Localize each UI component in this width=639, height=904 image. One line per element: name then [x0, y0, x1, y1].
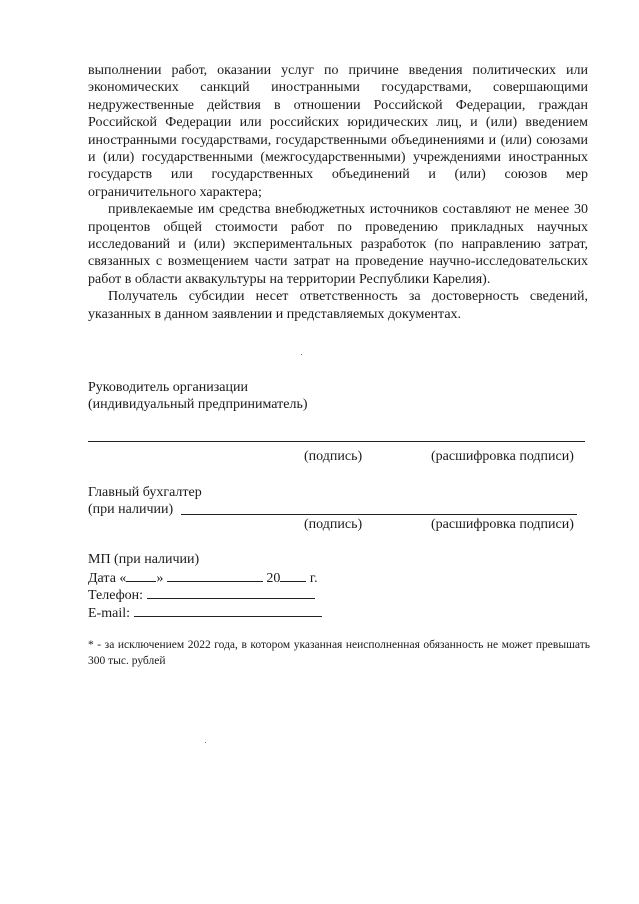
- phone-row: [88, 586, 322, 604]
- date-month-field[interactable]: [167, 569, 263, 582]
- footnote: * - за исключением 2022 года, в котором указанная неисполненная обязанность не может превышать 300 тыс. рублей: [88, 639, 590, 667]
- date-prefix: Дата «: [88, 570, 127, 586]
- email-row: [88, 604, 322, 622]
- paragraph-sanctions: выполнении работ, оказании услуг по причине введения политических или экономических санкций иностранными государствами, совершающими недружественные действия в отношении Российской Федерации, граждан Российской Федерации или российских юридических лиц, и (или) введением иностранными государствами, государственными объединениями и (или) союзами и (или) государственными (межгосударственными) учреждениями иностранных государств или государственных объединений и (или) союзов мер ограничительного характера;: [88, 63, 588, 200]
- date-year-prefix: 20: [266, 570, 281, 586]
- phone-field[interactable]: [147, 586, 315, 599]
- paragraph-funds: привлекаемые им средства внебюджетных источников составляют не менее 30 процентов общей стоимости работ по проведению прикладных научных исследований и (или) экспериментальных разработок (по направлению затрат, связанных с возмещением части затрат на проведение научно-исследовательских работ в области аквакультуры на территории Республики Карелия).: [88, 202, 588, 287]
- scan-speck: [301, 354, 302, 355]
- accountant-title: Главный бухгалтер: [88, 485, 202, 500]
- document-body: [88, 62, 588, 323]
- date-row: [88, 569, 322, 587]
- date-mid: »: [156, 570, 164, 586]
- accountant-decoding-caption: (расшифровка подписи): [431, 517, 574, 532]
- date-year-field[interactable]: [280, 569, 306, 582]
- accountant-title-note: (при наличии): [88, 502, 174, 518]
- stamp-block: [88, 551, 322, 621]
- email-field[interactable]: [134, 604, 322, 617]
- head-signature-block: [88, 379, 588, 414]
- email-label: E-mail:: [88, 605, 130, 621]
- paragraph-responsibility: Получатель субсидии несет ответственность за достоверность сведений, указанных в данном заявлении и представляемых документах.: [88, 289, 588, 322]
- head-signature-line[interactable]: [88, 441, 585, 442]
- head-decoding-caption: (расшифровка подписи): [431, 449, 574, 464]
- phone-label: Телефон:: [88, 588, 144, 603]
- head-title: Руководитель организации: [88, 380, 248, 395]
- accountant-signature-line[interactable]: [181, 514, 577, 515]
- date-suffix: г.: [306, 570, 318, 586]
- head-signature-caption: (подпись): [304, 449, 363, 464]
- head-title-subtitle: (индивидуальный предприниматель): [88, 397, 308, 413]
- date-day-field[interactable]: [126, 569, 156, 582]
- stamp-label: МП (при наличии): [88, 552, 200, 567]
- accountant-signature-caption: (подпись): [304, 517, 363, 532]
- scan-speck: [205, 742, 206, 743]
